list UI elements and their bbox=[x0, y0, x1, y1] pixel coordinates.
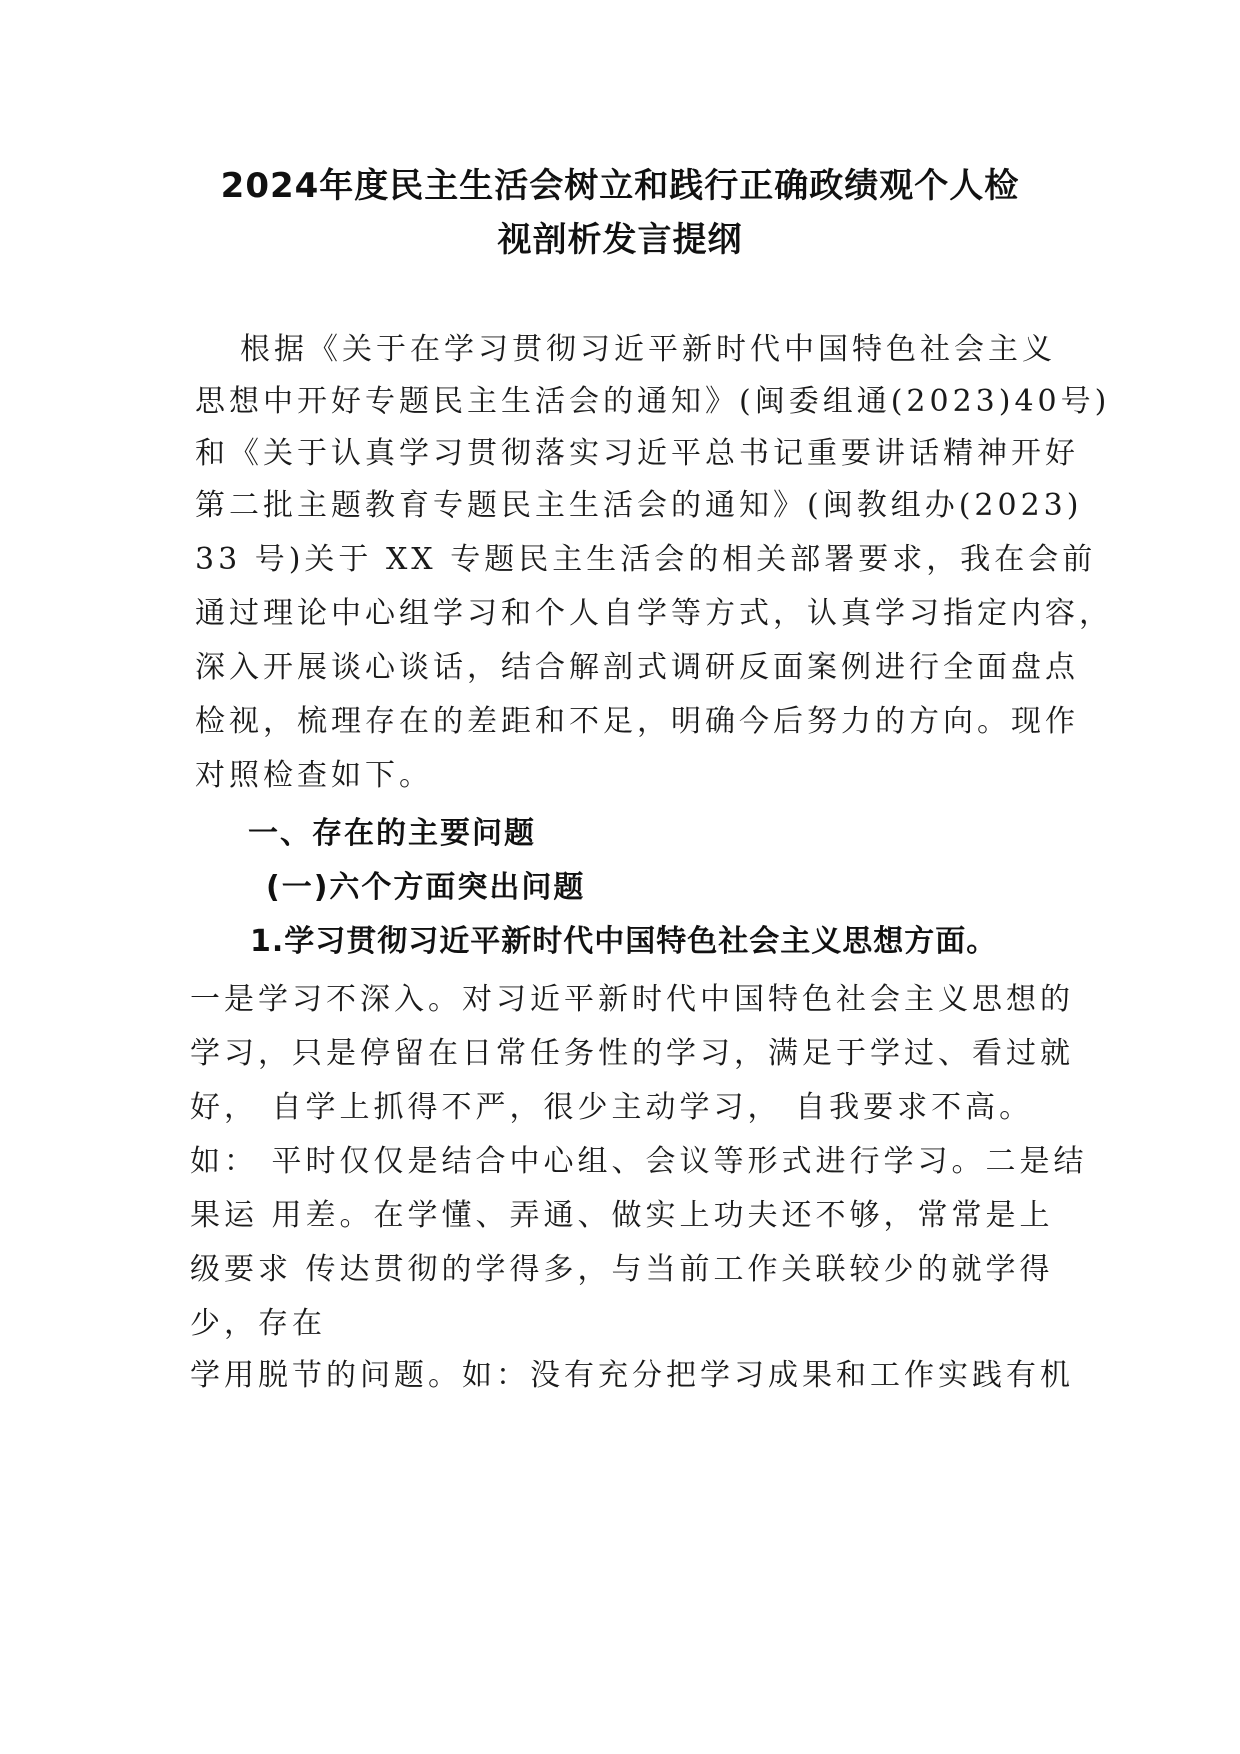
document-title-line-2: 视剖析发言提纲 bbox=[497, 220, 743, 260]
subsection-heading: (一)六个方面突出问题 bbox=[266, 870, 586, 905]
body-line: 学用脱节的问题。如：没有充分把学习成果和工作实践有机 bbox=[190, 1358, 1074, 1393]
intro-line: 根据《关于在学习贯彻习近平新时代中国特色社会主义 bbox=[240, 332, 1056, 367]
body-line: 果运 用差。在学懂、弄通、做实上功夫还不够，常常是上 bbox=[190, 1198, 1054, 1233]
intro-line: 第二批主题教育专题民主生活会的通知》(闽教组办(2023) bbox=[195, 488, 1083, 523]
body-line: 如： 平时仅仅是结合中心组、会议等形式进行学习。二是结 bbox=[190, 1144, 1088, 1179]
intro-line: 深入开展谈心谈话，结合解剖式调研反面案例进行全面盘点 bbox=[195, 650, 1079, 685]
body-line: 一是学习不深入。对习近平新时代中国特色社会主义思想的 bbox=[190, 982, 1074, 1017]
body-line: 少，存在 bbox=[190, 1306, 326, 1341]
intro-line: 通过理论中心组学习和个人自学等方式，认真学习指定内容， bbox=[195, 596, 1113, 631]
document-title-line-1: 2024年度民主生活会树立和践行正确政绩观个人检 bbox=[220, 166, 1020, 206]
body-line: 学习，只是停留在日常任务性的学习，满足于学过、看过就 bbox=[190, 1036, 1074, 1071]
body-line: 级要求 传达贯彻的学得多，与当前工作关联较少的就学得 bbox=[190, 1252, 1054, 1287]
intro-line: 和《关于认真学习贯彻落实习近平总书记重要讲话精神开好 bbox=[195, 436, 1079, 471]
intro-line: 33 号)关于 XX 专题民主生活会的相关部署要求，我在会前 bbox=[195, 542, 1097, 577]
intro-line: 对照检查如下。 bbox=[195, 758, 433, 793]
intro-line: 检视，梳理存在的差距和不足，明确今后努力的方向。现作 bbox=[195, 704, 1079, 739]
item-heading: 1.学习贯彻习近平新时代中国特色社会主义思想方面。 bbox=[250, 924, 998, 959]
section-heading: 一、存在的主要问题 bbox=[248, 816, 536, 851]
intro-line: 思想中开好专题民主生活会的通知》(闽委组通(2023)40号) bbox=[195, 384, 1111, 419]
body-line: 好， 自学上抓得不严，很少主动学习， 自我要求不高。 bbox=[190, 1090, 1034, 1125]
